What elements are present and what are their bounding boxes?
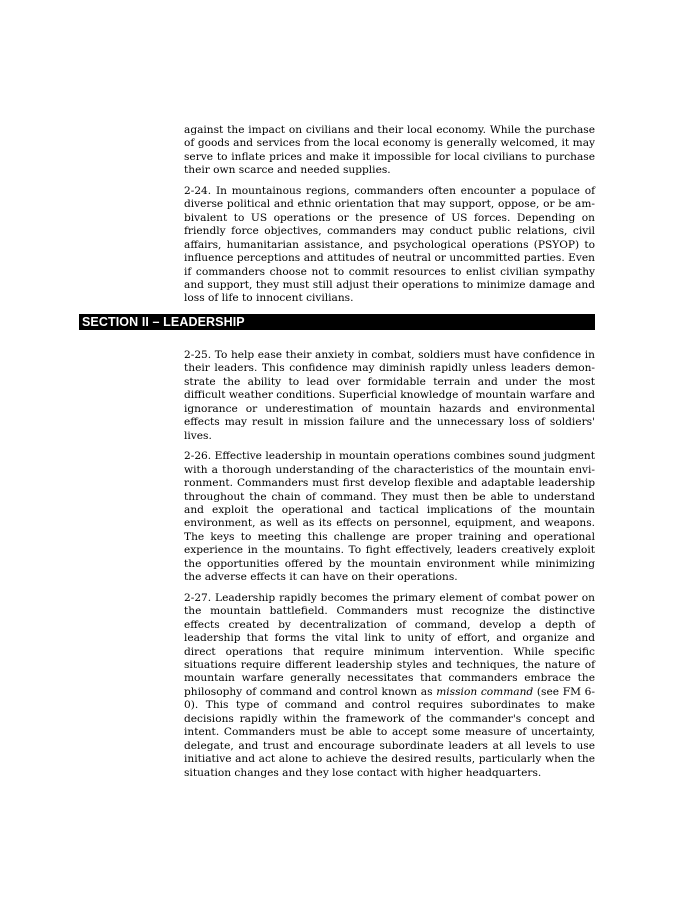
section-title: SECTION II – LEADERSHIP: [82, 315, 245, 329]
mission-command-emphasis: mission command: [436, 685, 534, 698]
paragraph-2-27-part-2: (see FM 6-0). This type of command and control requires subordinates to make decisions rapidly within the framework of the commander's concept and intent. Commanders must be able to accept some measure of uncertainty, delegate, and trust and encourage subordinate leaders at all levels to use initiative and act alone to achieve the desired results, particularly when the situation changes and they lose contact with higher headquarters.: [184, 685, 595, 779]
paragraph-2-26: 2-26. Effective leadership in mountain operations combines sound judgment with a thorough understanding of the characteristics of the mountain environment. Commanders must first develop flexible and adaptable leadership throughout the chain of command. They must then be able to understand and exploit the operational and tactical implications of the mountain environment, as well as its effects on personnel, equipment, and weapons. The keys to meeting this challenge are proper training and operational experience in the mountains. To fight effectively, leaders creatively exploit the opportunities offered by the mountain environment while minimizing the adverse effects it can have on their operations.: [184, 450, 595, 584]
paragraph-2-24: 2-24. In mountainous regions, commanders often encounter a populace of diverse political and ethnic orientation that may support, oppose, or be ambivalent to US operations or the presence of US forces. Depending on friendly force objectives, commanders may conduct public relations, civil affairs, humanitarian assistance, and psychological operations (PSYOP) to influence perceptions and attitudes of neutral or uncommitted parties. Even if commanders choose not to commit resources to enlist civilian sympathy and support, they must still adjust their operations to minimize damage and loss of life to innocent civilians.: [184, 184, 595, 305]
paragraph-2-25: 2-25. To help ease their anxiety in combat, soldiers must have confidence in their leaders. This confidence may diminish rapidly unless leaders demonstrate the ability to lead over formidable terrain and under the most difficult weather conditions. Superficial knowledge of mountain warfare and ignorance or underestimation of mountain hazards and environmental effects may result in mission failure and the unnecessary loss of soldiers' lives.: [184, 349, 595, 442]
paragraph-2-27: [184, 592, 595, 780]
section-heading-bar: [79, 314, 595, 330]
top-text-column: [184, 124, 595, 313]
continued-paragraph: against the impact on civilians and their local economy. While the purchase of goods and services from the local economy is generally welcomed, it may serve to inflate prices and make it impossible for local civilians to purchase their own scarce and needed supplies.: [184, 124, 595, 177]
paragraph-2-27-part-1: 2-27. Leadership rapidly becomes the primary element of combat power on the mountain battlefield. Commanders must recognize the distinctive effects created by decentralization of command, develop a depth of leadership that forms the vital link to unity of effort, and organize and direct operations that require minimum intervention. While specific situations require different leadership styles and techniques, the nature of mountain warfare generally necessitates that commanders embrace the philosophy of command and control known as: [184, 591, 595, 698]
body-text-column: [184, 349, 595, 787]
